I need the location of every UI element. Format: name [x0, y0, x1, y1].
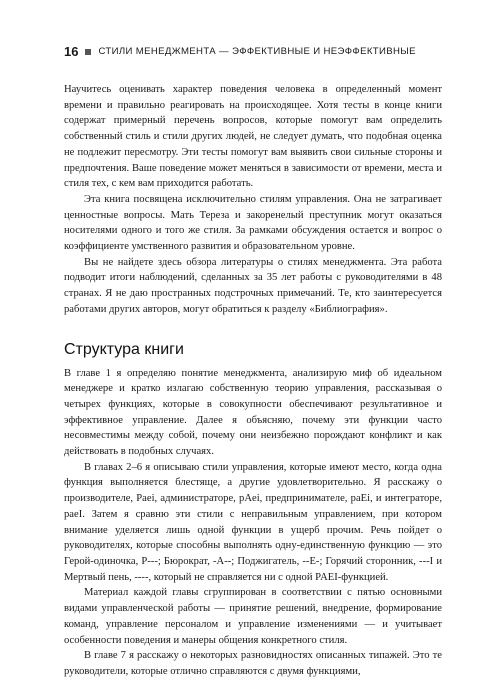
- running-title: СТИЛИ МЕНЕДЖМЕНТА — ЭФФЕКТИВНЫЕ И НЕЭФФЕКТИВНЫЕ: [98, 46, 416, 57]
- page-number: 16: [64, 44, 79, 59]
- body-paragraph: В главе 7 я расскажу о некоторых разновидностях описанных типажей. Это те руководители, которые отлично справляются с двумя функциями,: [64, 650, 442, 677]
- body-paragraph: Материал каждой главы сгруппирован в соответствии с пятью основными видами управленческой работы — принятие решений, внедрение, формирование команд, управление персоналом и управление изменениями — и учитывает особенности поведения и манеры общения конкретного стиля.: [64, 587, 442, 646]
- square-bullet-icon: [85, 49, 91, 55]
- body-paragraph: Эта книга посвящена исключительно стилям управления. Она не затрагивает ценностные вопросы. Мать Тереза и закоренелый преступник могут оказаться носителями одного и того же стиля. За рамками обсуждения остается и вопрос о коэффициенте умственного развития и образовательном уровне.: [64, 193, 442, 253]
- body-paragraph: Вы не найдете здесь обзора литературы о стилях менеджмента. Эта работа подводит итоги наблюдений, сделанных за 35 лет работы с руководителями в 48 странах. Я не даю пространных подстрочных примечаний. Те, кто заинтересуется работами других авторов, могут обратиться к разделу «Библиография».: [64, 256, 442, 315]
- section-heading: Структура книги: [64, 340, 184, 358]
- body-paragraph: В главах 2–6 я описываю стили управления, которые имеют место, когда одна функция выполняется блестяще, а другие удовлетворительно. Я расскажу о производителе, Paei, администраторе, pAei, предпринимателе, paEi, и интеграторе, paeI. Затем я сравню эти стили с неправильным управлением, при котором внимание уделяется лишь одной функции в ущерб прочим. Речь пойдет о руководителях, которые способны выполнять одну-единственную функцию — это Герой-одиночка, P---; Бюрократ, -A--; Поджигатель, --E-; Горячий сторонник, ---I и Мертвый пень, ----, который не справляется ни с одной PAEI-функцией.: [64, 461, 442, 583]
- body-paragraph: Научитесь оценивать характер поведения человека в определенный момент времени и правильно реагировать на происходящее. Хотя тесты в конце книги содержат примерный перечень вопросов, которые помогут вам определить собственный стиль и стили других людей, не следует думать, что подобная оценка не подлежит пересмотру. Эти тесты помогут вам выявить свои сильные стороны и предпочтения. Ваше поведение может меняться в зависимости от времени, места и стиля тех, с кем вам приходится работать.: [64, 84, 442, 190]
- page-body: [64, 82, 442, 680]
- body-paragraph: В главе 1 я определяю понятие менеджмента, анализирую миф об идеальном менеджере и кратко излагаю собственную теорию управления, рассказывая о четырех функциях, которые в совокупности обеспечивают результативное и эффективное управление. Далее я объясняю, почему эти функции часто несовместимы между собой, почему они неизбежно порождают конфликт и как действовать в подобных случаях.: [64, 367, 442, 458]
- running-header: [64, 44, 445, 59]
